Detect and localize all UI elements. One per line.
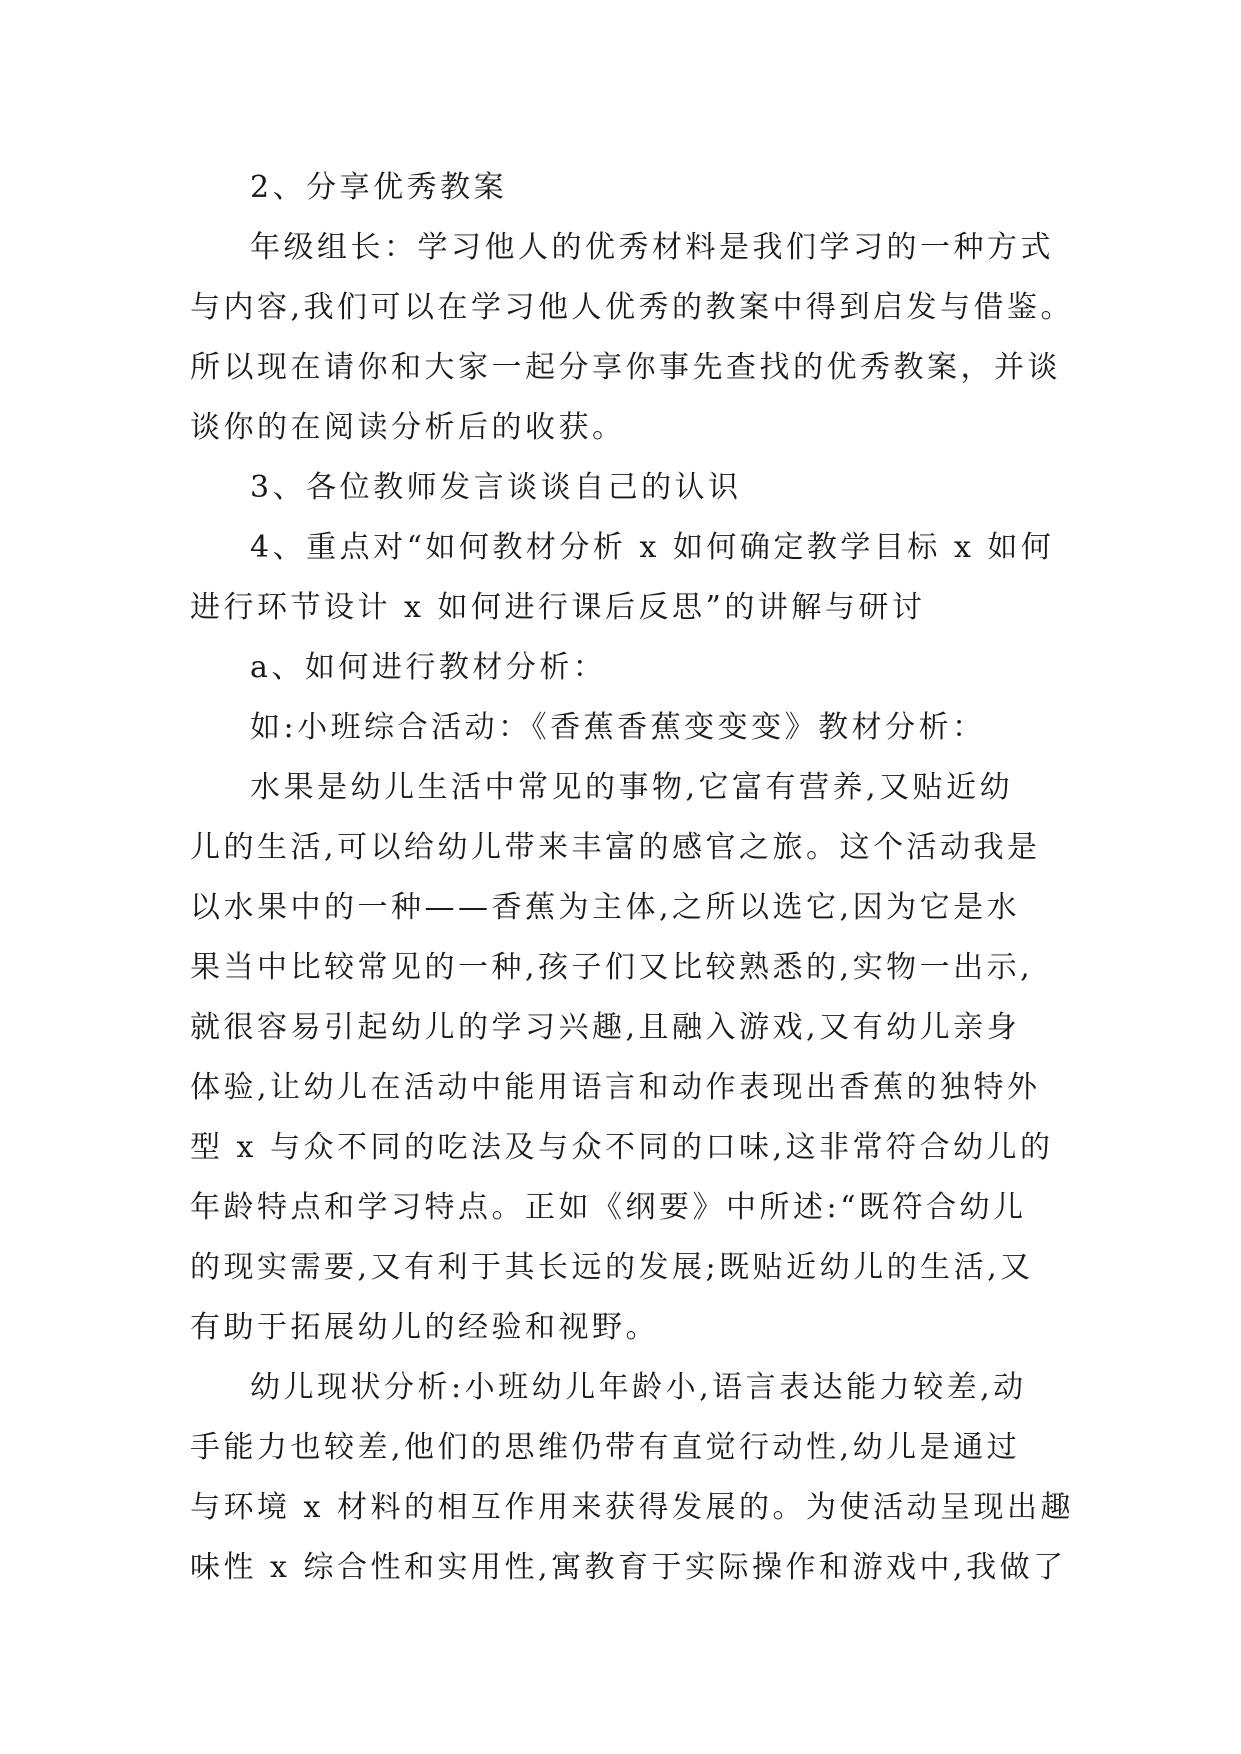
paragraph-line: 年级组长：学习他人的优秀材料是我们学习的一种方式 [250, 230, 1054, 265]
paragraph-line: 手能力也较差,他们的思维仍带有直觉行动性,幼儿是通过 [190, 1430, 1021, 1465]
paragraph-line: 型 x 与众不同的吃法及与众不同的口味,这非常符合幼儿的 [190, 1130, 1054, 1165]
paragraph-line: 有助于拓展幼儿的经验和视野。 [190, 1310, 659, 1345]
paragraph-line: 与环境 x 材料的相互作用来获得发展的。为使活动呈现出趣 [190, 1490, 1074, 1525]
section-heading-key-topics: 4、重点对“如何教材分析 x 如何确定教学目标 x 如何 [250, 530, 1055, 565]
paragraph-line: 谈你的在阅读分析后的收获。 [190, 410, 626, 445]
subsection-heading-material-analysis: a、如何进行教材分析： [250, 650, 607, 685]
paragraph-line: 以水果中的一种——香蕉为主体,之所以选它,因为它是水 [190, 890, 1021, 925]
paragraph-line: 进行环节设计 x 如何进行课后反思”的讲解与研讨 [190, 590, 926, 625]
paragraph-line: 幼儿现状分析:小班幼儿年龄小,语言表达能力较差,动 [250, 1370, 1027, 1405]
paragraph-line: 所以现在请你和大家一起分享你事先查找的优秀教案，并谈 [190, 350, 1061, 385]
paragraph-line: 果当中比较常见的一种,孩子们又比较熟悉的,实物一出示, [190, 950, 1034, 985]
paragraph-line: 儿的生活,可以给幼儿带来丰富的感官之旅。这个活动我是 [190, 830, 1041, 865]
paragraph-line: 水果是幼儿生活中常见的事物,它富有营养,又贴近幼 [250, 770, 1014, 805]
section-heading-share-lesson-plans: 2、分享优秀教案 [250, 170, 508, 205]
example-heading: 如:小班综合活动：《香蕉香蕉变变变》教材分析： [250, 710, 986, 745]
paragraph-line: 体验,让幼儿在活动中能用语言和动作表现出香蕉的独特外 [190, 1070, 1041, 1105]
paragraph-line: 与内容,我们可以在学习他人优秀的教案中得到启发与借鉴。 [190, 290, 1075, 325]
paragraph-line: 年龄特点和学习特点。正如《纲要》中所述:“既符合幼儿 [190, 1190, 1027, 1225]
paragraph-line: 的现实需要,又有利于其长远的发展;既贴近幼儿的生活,又 [190, 1250, 1034, 1285]
section-heading-teacher-speeches: 3、各位教师发言谈谈自己的认识 [250, 470, 742, 505]
paragraph-line: 味性 x 综合性和实用性,寓教育于实际操作和游戏中,我做了 [190, 1550, 1067, 1585]
paragraph-line: 就很容易引起幼儿的学习兴趣,且融入游戏,又有幼儿亲身 [190, 1010, 1021, 1045]
